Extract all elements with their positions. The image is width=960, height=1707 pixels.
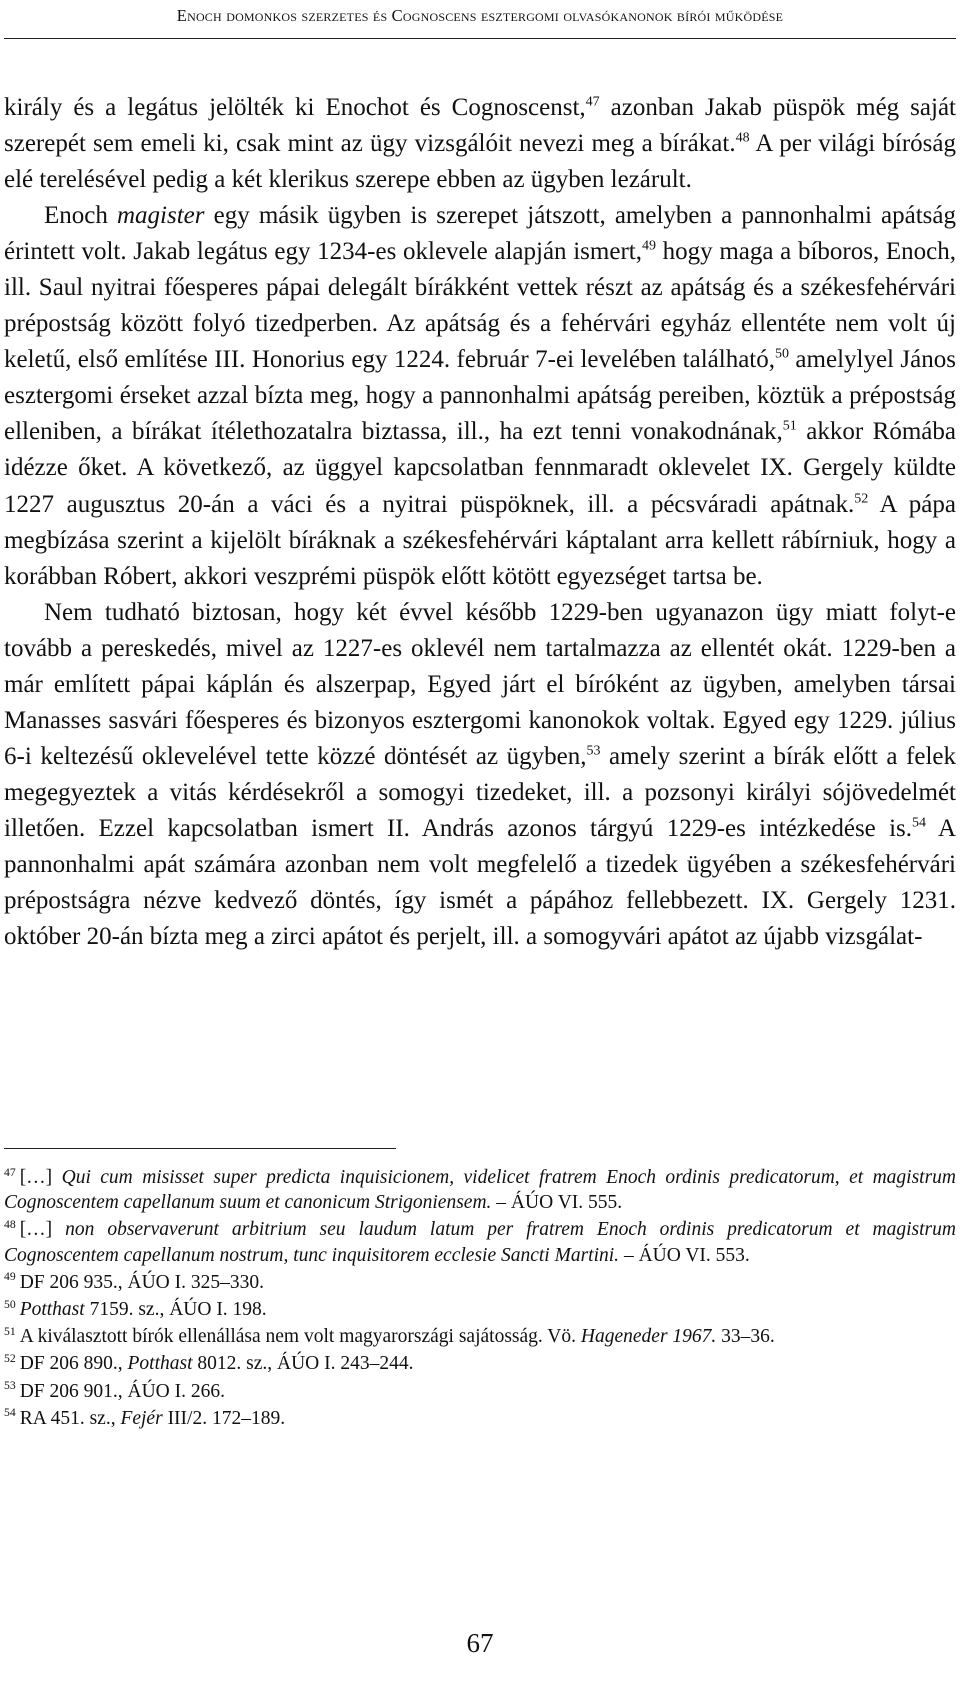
footnote-49 [4, 1270, 956, 1295]
footnote-47 [4, 1165, 956, 1215]
footnote-ref: 49 [4, 1270, 16, 1284]
footnote-48 [4, 1217, 956, 1267]
footnote-ref: 54 [4, 1406, 16, 1420]
italic-text: Potthast [19, 1299, 85, 1321]
main-text [4, 90, 956, 955]
text-run: A pápa megbízása szerint a kijelölt bíráknak a székesfehérvári káptalant arra kellett rábírniuk, hogy a korábban Róbert, akkori veszprémi püspök előtt kötött egyezséget tartsa be. [4, 490, 956, 590]
footnote-50 [4, 1297, 956, 1322]
text-run: A per világi bíróság elé terelésével pedig a két klerikus szerepe ebben az ügyben lezárult. [4, 130, 956, 194]
footnote-54 [4, 1406, 956, 1431]
text-run: A pannonhalmi apát számára azonban nem volt megfelelő a tizedek ügyében a székesfehérvári prépostságra nézve kedvező döntés, így ismét a pápához fellebbezett. IX. Gergely 1231. október 20-án bízta meg a zirci apátot és perjelt, ill. a somogyvári apátot az újabb vizsgálat- [4, 814, 956, 951]
text-run: – ÁÚO VI. 553. [619, 1244, 750, 1266]
footnote-ref: 51 [4, 1324, 16, 1338]
text-run: – ÁÚO VI. 555. [491, 1192, 623, 1214]
text-run: […] [19, 1167, 62, 1188]
text-run: amely szerint a bírák előtt a felek megegyeztek a vitás kérdésekről a somogyi tizedeket, ill. a pozsonyi királyi sójövedelmét illetően. Ezzel kapcsolatban ismert II. András azonos tárgyú 1229-es intézkedése is. [4, 742, 956, 842]
italic-text: Potthast [127, 1353, 193, 1375]
paragraph-3 [4, 595, 956, 955]
footnote-ref: 48 [4, 1217, 16, 1231]
text-run: 7159. sz., ÁÚO I. 198. [84, 1299, 267, 1321]
text-run: DF 206 935., ÁÚO I. 325–330. [19, 1271, 264, 1293]
text-run: DF 206 890., [19, 1353, 128, 1375]
text-run: Nem tudható biztosan, hogy két évvel később 1229-ben ugyanazon ügy miatt folyt-e tovább a pereskedés, mivel az 1227-es oklevél nem tartalmazza az ellentét okát. 1229-ben a már említett pápai káplán és alszerpap, Egyed járt el bíróként az ügyben, amelyben társai Manasses sasvári főesperes és bizonyos esztergomi kanonokok voltak. Egyed egy 1229. július 6-i keltezésű oklevelével tette közzé döntését az ügyben, [4, 598, 956, 770]
header-rule [4, 38, 956, 39]
text-run: DF 206 901., ÁÚO I. 266. [19, 1380, 225, 1402]
text-run: Enoch [44, 202, 117, 230]
italic-text: Hageneder 1967. [580, 1326, 717, 1348]
footnote-51 [4, 1324, 956, 1349]
footnote-ref: 51 [782, 419, 797, 435]
footnote-ref: 53 [4, 1379, 16, 1393]
text-run: azonban Jakab püspök még saját szerepét sem emeli ki, csak mint az ügy vizsgálóit nevezi meg a bírákat. [4, 94, 956, 158]
footnote-52 [4, 1351, 956, 1376]
running-header: Enoch domonkos szerzetes és Cognoscens esztergomi olvasókanonok bírói működése [176, 6, 784, 25]
footnote-ref: 54 [912, 815, 927, 831]
text-run: RA 451. sz., [19, 1407, 121, 1429]
text-run: egy másik ügyben is szerepet játszott, amelyben a pannonhalmi apátság érintett volt. Jakab legátus egy 1234-es oklevele alapján ismert, [4, 202, 956, 266]
text-run: hogy maga a bíboros, Enoch, ill. Saul nyitrai főesperes pápai delegált bírákként vettek részt az apátság és a székesfehérvári prépostság között folyó tizedperben. Az apátság és a fehérvári egyház ellentéte nem volt új keletű, első említése III. Honorius egy 1224. február 7-ei levelében található, [4, 238, 956, 374]
text-run: […] [19, 1219, 66, 1241]
text-run: amelylyel János esztergomi érseket azzal bízta meg, hogy a pannonhalmi apátság pereiben, köztük a prépostság elleniben, a bírákat ítélethozatalra biztassa, ill., ha ezt tenni vonakodnának, [4, 346, 956, 446]
footnote-53 [4, 1379, 956, 1404]
text-run: III/2. 172–189. [162, 1407, 286, 1429]
paragraph-1 [4, 90, 956, 198]
italic-text: Qui cum misisset super predicta inquisicionem, videlicet fratrem Enoch ordinis predicatorum, et magistrum Cognoscentem capellanum suum et canonicum Strigoniensem. [4, 1167, 956, 1214]
footnote-ref: 53 [586, 743, 601, 759]
footnote-ref: 48 [735, 130, 750, 146]
footnote-ref: 47 [4, 1165, 16, 1179]
text-run: király és a legátus jelölték ki Enochot és Cognoscenst, [4, 94, 586, 121]
text-run: akkor Rómába idézze őket. A következő, az üggyel kapcsolatban fennmaradt oklevelet IX. Gergely küldte 1227 augusztus 20-án a váci és a nyitrai püspöknek, ill. a pécsváradi apátnak. [4, 418, 956, 518]
footnote-ref: 50 [4, 1297, 16, 1311]
text-run: A kiválasztott bírók ellenállása nem volt magyarországi sajátosság. Vö. [19, 1326, 581, 1348]
footnotes [4, 1165, 956, 1433]
text-run: 33–36. [716, 1326, 775, 1348]
italic-text: Fejér [120, 1407, 163, 1429]
footnote-ref: 52 [854, 491, 869, 507]
footnote-rule [4, 1148, 396, 1149]
italic-text: non observaverunt arbitrium seu laudum latum per fratrem Enoch ordinis predicatorum et magistrum Cognoscentem capellanum nostrum, tunc inquisitorem ecclesie Sancti Martini. [4, 1219, 956, 1266]
footnote-ref: 49 [641, 238, 656, 254]
page-number: 67 [466, 1628, 494, 1658]
footnote-ref: 50 [775, 347, 789, 362]
italic-text: magister [117, 202, 205, 230]
footnote-ref: 47 [585, 94, 600, 110]
footnote-ref: 52 [4, 1351, 16, 1365]
paragraph-2 [4, 198, 956, 595]
text-run: 8012. sz., ÁÚO I. 243–244. [192, 1353, 414, 1375]
